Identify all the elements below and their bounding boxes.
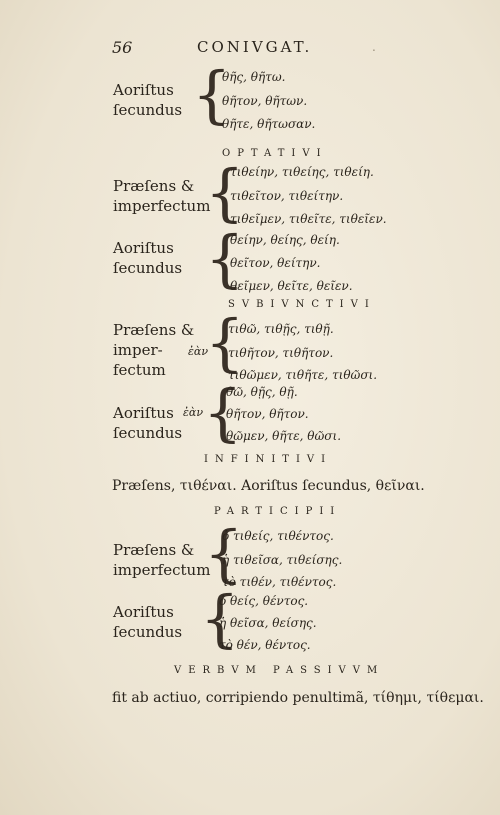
subjunctive-aorist-label: Aoriſtus ſecundus (113, 404, 183, 442)
aorist2-label: Aoriſtus ſecundus (113, 81, 183, 119)
form-line: τὸ θέν, θέντος. (219, 638, 311, 652)
form-line: θεῖμεν, θεῖτε, θεῖεν. (230, 279, 353, 293)
optative-aorist-label: Aoriſtus ſecundus (113, 239, 183, 277)
participle-present-label: Præſens & imperfectum (113, 541, 211, 579)
brace-icon: { (200, 582, 240, 655)
section-heading-subiunctivi: SVBIVNCTIVI (228, 299, 376, 310)
form-line: θῆτε, θῆτωσαν. (222, 117, 316, 131)
particle-ean: ἐὰν (183, 406, 204, 419)
form-line: θῶμεν, θῆτε, θῶσι. (226, 429, 342, 443)
form-line: θῆς, θῆτω. (222, 70, 286, 84)
brace-icon: { (204, 517, 244, 590)
section-heading-infinitivi: INFINITIVI (204, 454, 333, 465)
page-number: 56 (112, 38, 133, 57)
form-line: θεῖτον, θείτην. (230, 256, 321, 270)
running-title: CONIVGAT. (197, 38, 313, 56)
form-line: τιθεῖτον, τιθείτην. (230, 189, 344, 203)
infinitive-line: Præſens, τιθέναι. Aoriſtus ſecundus, θεῖναι. (112, 478, 425, 494)
passive-line: fit ab actiuo, corripiendo penultimã, τίθημι, τίθεμαι. (112, 690, 484, 706)
form-line: τιθῆτον, τιθῆτον. (228, 346, 334, 360)
brace-icon: { (203, 376, 243, 449)
brace-icon: { (205, 306, 245, 379)
subjunctive-present-label: Præſens & imper- fectum (113, 321, 195, 379)
form-line: ἡ θεῖσα, θείσης. (219, 616, 317, 630)
section-heading-passivum: VERBVM PASSIVVM (174, 665, 385, 676)
brace-icon: { (192, 58, 232, 131)
form-line: ὁ τιθείς, τιθέντος. (222, 529, 334, 543)
form-line: θῆτον, θῆτων. (222, 94, 308, 108)
optative-present-label: Præſens & imperfectum (113, 177, 211, 215)
particle-ean: ἐὰν (188, 345, 209, 358)
section-heading-optativi: OPTATIVI (222, 148, 328, 159)
form-line: ὁ θείς, θέντος. (219, 594, 309, 608)
form-line: θῆτον, θῆτον. (226, 407, 309, 421)
form-line: τιθῶ, τιθῇς, τιθῇ. (228, 322, 334, 336)
form-line: θείην, θείης, θείη. (230, 233, 340, 247)
form-line: τὸ τιθέν, τιθέντος. (222, 575, 337, 589)
form-line: τιθεῖμεν, τιθεῖτε, τιθεῖεν. (230, 212, 387, 226)
brace-icon: { (205, 156, 245, 229)
form-line: τιθῶμεν, τιθῆτε, τιθῶσι. (228, 368, 378, 382)
form-line: ἡ τιθεῖσα, τιθείσης. (222, 553, 343, 567)
participle-aorist-label: Aoriſtus ſecundus (113, 603, 183, 641)
form-line: θῶ, θῇς, θῇ. (226, 385, 298, 399)
form-line: τιθείην, τιθείης, τιθείη. (230, 165, 374, 179)
margin-mark: . (372, 40, 376, 54)
section-heading-participii: PARTICIPII (214, 506, 342, 517)
brace-icon: { (205, 222, 245, 295)
